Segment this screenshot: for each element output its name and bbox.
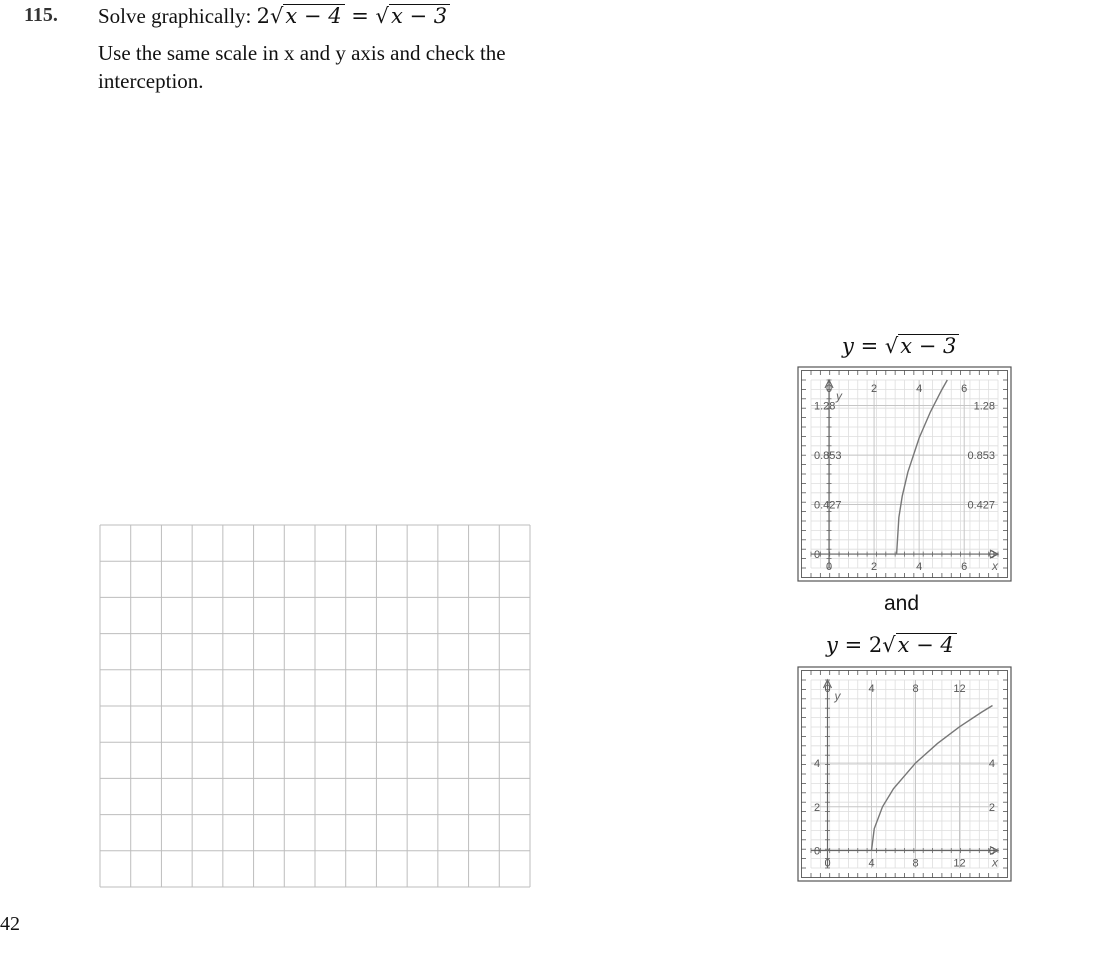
chart-2-title <box>826 633 957 657</box>
chart-1-title-radicand: x − 3 <box>898 334 959 357</box>
chart-1-y-tick-label: 0.853 <box>967 450 995 463</box>
rhs-radical: √x − 3 <box>376 3 451 30</box>
chart-1-y-tick-label: 1.28 <box>814 400 836 413</box>
chart-2-radical: √x − 4 <box>882 633 957 657</box>
chart-2-title-coef: 2 <box>868 633 883 657</box>
chart-2-x-tick-label: 0 <box>824 857 831 870</box>
chart-2 <box>797 666 1012 882</box>
chart-2-y-tick-label: 4 <box>814 758 821 771</box>
chart-1-title <box>842 334 959 358</box>
chart-2-x-tick-label: 4 <box>868 857 875 870</box>
chart-2-x-tick-label: 8 <box>912 857 919 870</box>
equation-rhs-radicand: x − 3 <box>389 4 450 27</box>
chart-1 <box>797 366 1012 582</box>
chart-2-y-tick-label: 2 <box>814 801 821 814</box>
answer-grid[interactable] <box>99 524 531 888</box>
equation <box>257 4 450 28</box>
chart-2-svg <box>797 666 1012 882</box>
chart-1-radical: √x − 3 <box>885 334 960 358</box>
chart-1-xlabel: x <box>992 559 998 574</box>
answer-grid-svg <box>99 524 531 888</box>
chart-2-xlabel: x <box>992 855 998 870</box>
chart-2-x-tick-label: 0 <box>824 683 831 695</box>
chart-1-y-tick-label: 0.853 <box>814 450 842 463</box>
chart-1-x-tick-label: 0 <box>825 561 833 574</box>
chart-1-y-tick-label: 1.28 <box>973 400 995 413</box>
chart-2-x-tick-label: 4 <box>868 683 875 695</box>
chart-1-ylabel: y <box>836 389 843 403</box>
instruction-line-1: Use the same scale in x and y axis and check the <box>98 41 506 65</box>
chart-2-ylabel: y <box>834 689 841 703</box>
chart-2-x-tick-label: 12 <box>953 683 966 695</box>
question-number: 115. <box>24 4 58 26</box>
chart-1-x-tick-label: 2 <box>871 383 878 395</box>
equation-equals: = <box>351 4 369 28</box>
equation-lhs-coef: 2 <box>256 4 271 28</box>
chart-2-y-tick-label: 2 <box>988 801 995 814</box>
chart-1-y-tick-label: 0 <box>814 549 821 562</box>
chart-1-y-tick-label: 0 <box>988 549 995 562</box>
chart-2-y-tick-label: 0 <box>814 845 821 858</box>
chart-2-x-tick-label: 8 <box>912 683 919 695</box>
chart-2-title-lhs: y <box>826 633 838 657</box>
equation-lhs-radicand: x − 4 <box>283 4 344 27</box>
lhs-radical: √x − 4 <box>270 3 345 30</box>
chart-2-y-tick-label: 0 <box>988 845 995 858</box>
chart-1-y-tick-label: 0.427 <box>967 499 995 512</box>
chart-1-title-equals: = <box>860 334 879 358</box>
question-statement <box>98 3 450 30</box>
chart-1-title-lhs: y <box>842 334 854 358</box>
chart-2-y-tick-label: 4 <box>988 758 995 771</box>
chart-1-svg <box>797 366 1012 582</box>
chart-2-x-tick-label: 12 <box>953 857 966 870</box>
chart-1-y-tick-label: 0.427 <box>814 499 842 512</box>
chart-1-x-tick-label: 4 <box>916 383 923 395</box>
chart-1-x-tick-label: 6 <box>961 561 968 574</box>
page-number: 42 <box>0 913 20 935</box>
chart-2-title-radicand: x − 4 <box>896 633 957 656</box>
chart-1-x-tick-label: 4 <box>916 561 923 574</box>
instruction-line-2: interception. <box>98 69 204 93</box>
and-label: and <box>884 592 920 615</box>
chart-2-title-equals: = <box>844 633 863 657</box>
chart-1-x-tick-label: 2 <box>871 561 878 574</box>
question-prompt: Solve graphically: <box>98 4 252 28</box>
chart-1-x-tick-label: 0 <box>825 383 833 395</box>
chart-1-x-tick-label: 6 <box>961 383 968 395</box>
